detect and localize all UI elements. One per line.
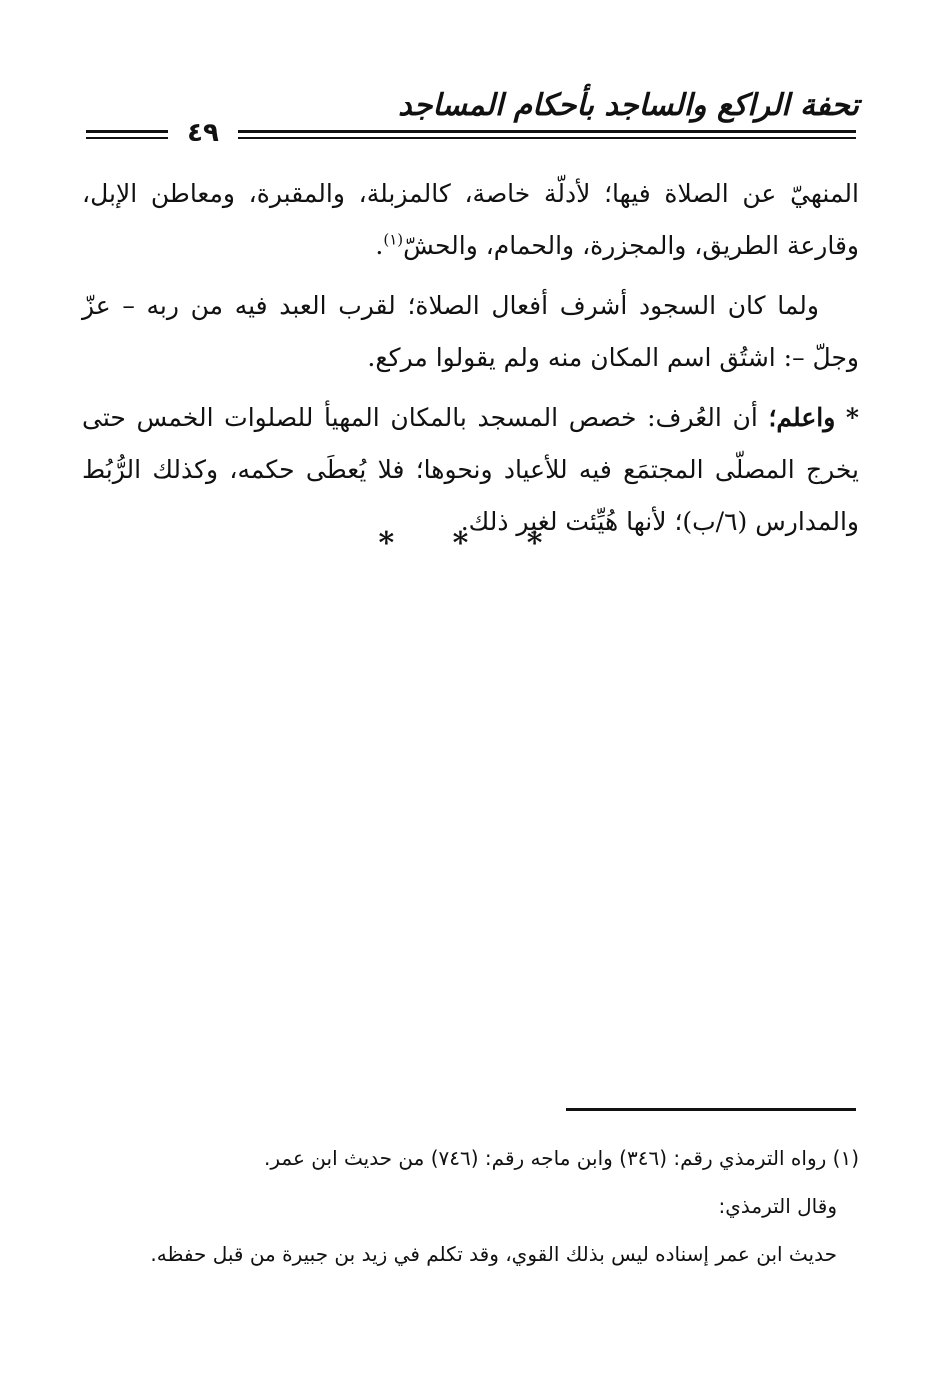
footnote-1-line-2: وقال الترمذي: — [718, 1194, 837, 1218]
lead-word: واعلم؛ — [768, 403, 836, 432]
paragraph-1-end: . — [375, 231, 384, 260]
header-rule-right-top — [238, 130, 856, 133]
section-separator: * * * — [378, 526, 567, 561]
paragraph-2: ولما كان السجود أشرف أفعال الصلاة؛ لقرب العبد فيه من ربه – عزّ وجلّ –: اشتُق اسم المكان منه ولم يقولوا مركع. — [82, 291, 859, 372]
header-rule-right-bottom — [238, 137, 856, 139]
paragraph-1-text: المنهيّ عن الصلاة فيها؛ لأدلّة خاصة، كالمزبلة، والمقبرة، ومعاطن الإبل، وقارعة الطريق، والمجزرة، والحمام، والحشّ — [82, 179, 859, 260]
asterisk-marker: * — [845, 403, 859, 432]
footnote-reference: (١) — [383, 230, 404, 249]
footnote-1-line-3: حديث ابن عمر إسناده ليس بذلك القوي، وقد تكلم في زيد بن جبيرة من قبل حفظه. — [150, 1242, 837, 1266]
page-number: ٤٩ — [187, 118, 219, 148]
paragraph-1 — [82, 168, 859, 272]
footnotes — [100, 1136, 859, 1280]
main-text — [82, 168, 859, 556]
running-header-title: تحفة الراكع والساجد بأحكام المساجد — [398, 88, 859, 123]
footnote-divider — [566, 1108, 856, 1111]
paragraph-3 — [82, 392, 859, 548]
header-rule-left-bottom — [86, 137, 168, 139]
paragraph-3-text: أن العُرف: خصص المسجد بالمكان المهيأ للصلوات الخمس حتى يخرج المصلّى المجتمَع فيه للأعياد ونحوها؛ فلا يُعطَى حكمه، وكذلك الرُّبُط والمدارس (٦/ب)؛ لأنها هُيِّئت لغير ذلك. — [82, 403, 859, 536]
header-rule-left-top — [86, 130, 168, 133]
footnote-1: (١) رواه الترمذي رقم: (٣٤٦) وابن ماجه رقم: (٧٤٦) من حديث ابن عمر. — [264, 1146, 859, 1170]
